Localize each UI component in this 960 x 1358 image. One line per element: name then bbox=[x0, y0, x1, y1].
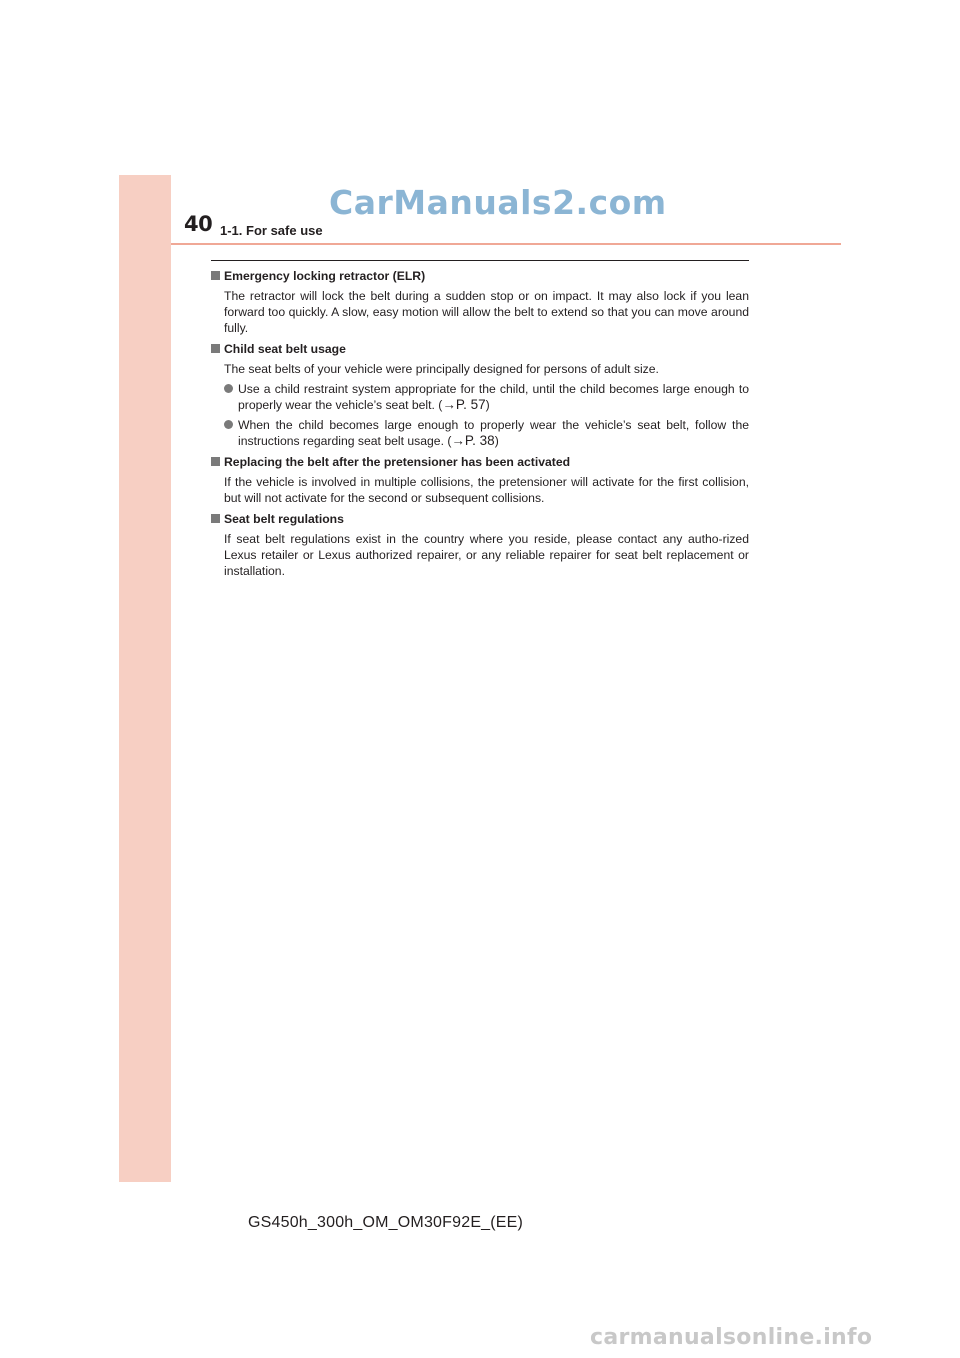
item-heading-text: Emergency locking retractor (ELR) bbox=[224, 269, 426, 283]
page-reference-link[interactable]: →P. 57 bbox=[442, 397, 486, 412]
content-area bbox=[211, 268, 749, 584]
page-number: 40 bbox=[184, 212, 213, 236]
item-regulations bbox=[211, 511, 749, 579]
square-bullet-icon bbox=[211, 344, 220, 353]
item-body: If the vehicle is involved in multiple collisions, the pretensioner will activate for the first collision, but will not activate for the second or subsequent collisions. bbox=[224, 475, 749, 505]
circle-bullet-icon bbox=[224, 420, 233, 429]
header-rule bbox=[171, 243, 841, 245]
square-bullet-icon bbox=[211, 271, 220, 280]
side-tab-band bbox=[119, 175, 171, 1182]
bullet-close: ) bbox=[485, 398, 490, 412]
content-rule bbox=[211, 260, 749, 261]
item-pretensioner bbox=[211, 454, 749, 506]
circle-bullet-icon bbox=[224, 384, 233, 393]
square-bullet-icon bbox=[211, 514, 220, 523]
item-elr bbox=[211, 268, 749, 336]
bullet-item bbox=[211, 381, 749, 413]
bullet-item bbox=[211, 417, 749, 449]
footer-code: GS450h_300h_OM_OM30F92E_(EE) bbox=[248, 1214, 524, 1231]
item-heading bbox=[211, 454, 749, 470]
item-child-seat-belt bbox=[211, 341, 749, 449]
bullet-close: ) bbox=[494, 434, 499, 448]
bullet-text: Use a child restraint system appropriate for the child, until the child becomes large enough to properly wear the vehicle’s seat belt. ( bbox=[238, 382, 749, 412]
item-heading-text: Child seat belt usage bbox=[224, 342, 346, 356]
watermark-top: CarManuals2.com bbox=[329, 183, 667, 222]
item-heading-text: Replacing the belt after the pretensioner has been activated bbox=[224, 455, 571, 469]
bullet-text: When the child becomes large enough to properly wear the vehicle’s seat belt, follow the instructions regarding seat belt usage. ( bbox=[238, 418, 749, 448]
item-heading-text: Seat belt regulations bbox=[224, 512, 344, 526]
section-title: 1-1. For safe use bbox=[220, 223, 323, 238]
page-reference-link[interactable]: →P. 38 bbox=[451, 433, 495, 448]
item-body: The seat belts of your vehicle were principally designed for persons of adult size. bbox=[224, 362, 659, 376]
square-bullet-icon bbox=[211, 457, 220, 466]
item-heading bbox=[211, 511, 749, 527]
item-body: The retractor will lock the belt during a sudden stop or on impact. It may also lock if you lean forward too quickly. A slow, easy motion will allow the belt to extend so that you can move around fully. bbox=[224, 289, 749, 335]
item-heading bbox=[211, 268, 749, 284]
item-heading bbox=[211, 341, 749, 357]
watermark-bottom: carmanualsonline.info bbox=[590, 1325, 873, 1350]
item-body: If seat belt regulations exist in the country where you reside, please contact any autho-rized Lexus retailer or Lexus authorized repairer, or any reliable repairer for seat belt replacement or installation. bbox=[224, 532, 749, 578]
